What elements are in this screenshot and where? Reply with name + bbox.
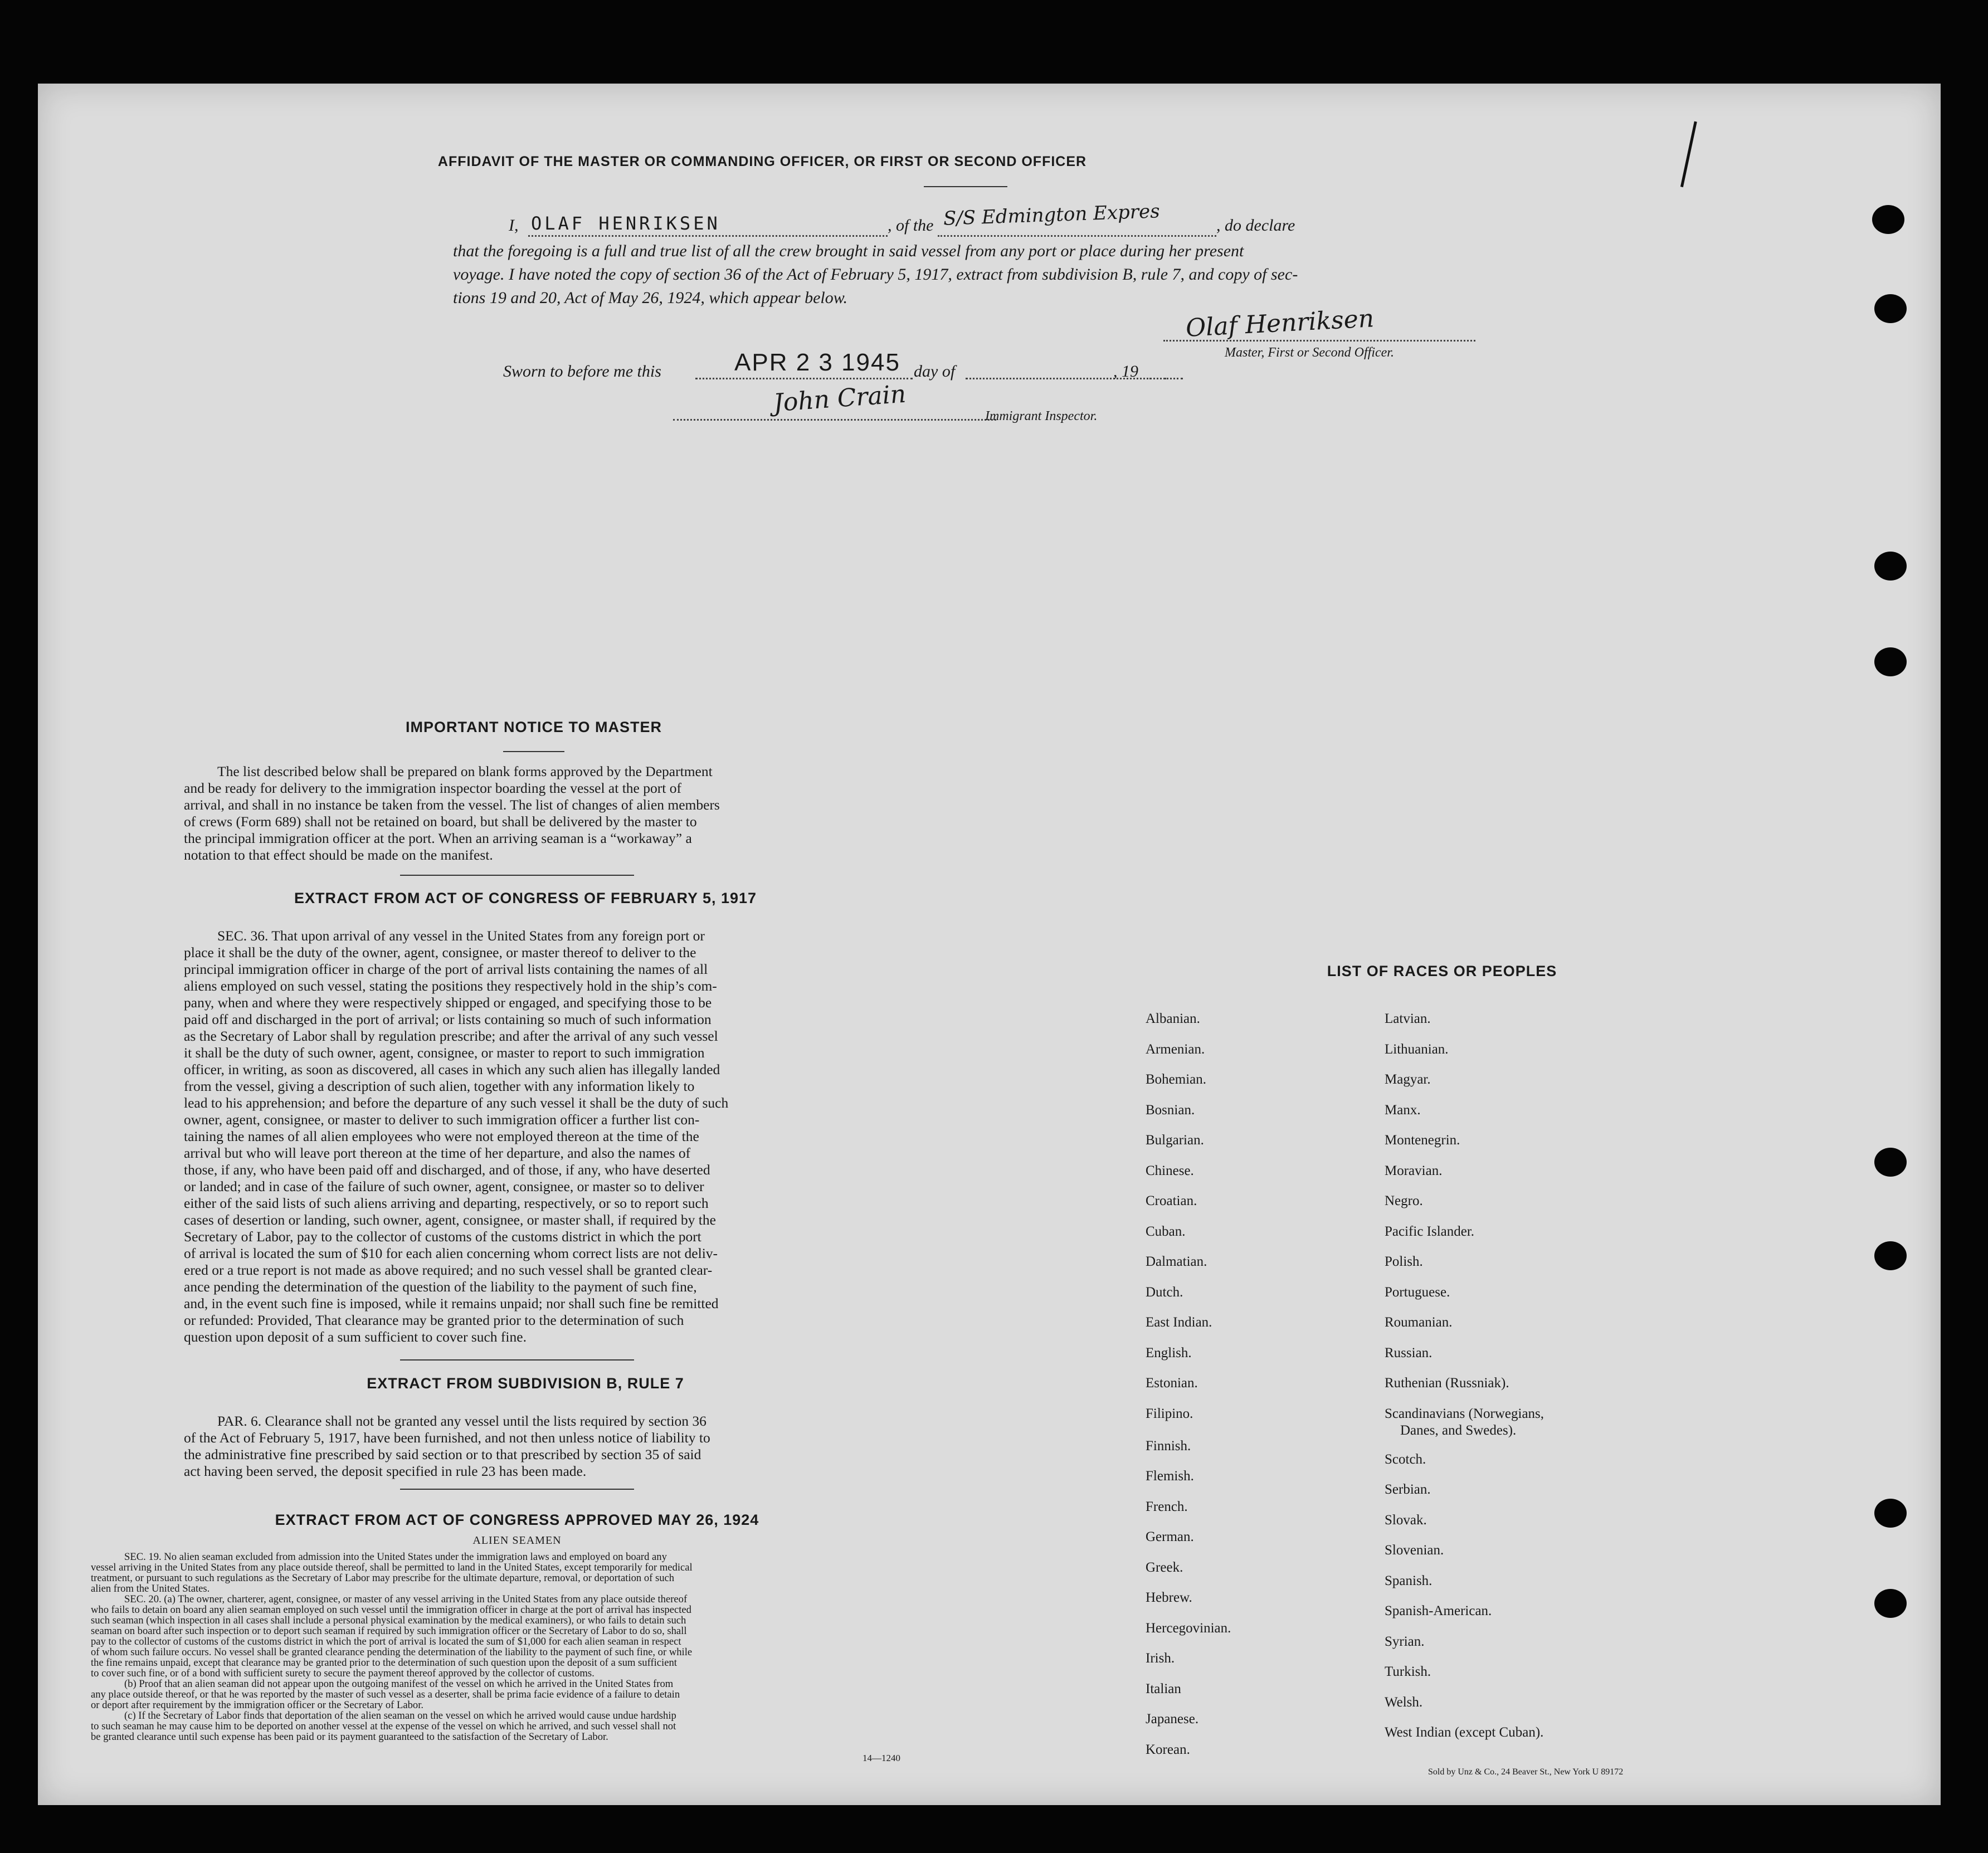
text-line: of crews (Form 689) shall not be retained on board, but shall be delivered by the master to <box>184 813 697 830</box>
extract-1924-text <box>91 1552 943 1742</box>
text-line: The list described below shall be prepared on blank forms approved by the Department <box>217 763 713 779</box>
race-item: Dalmatian. <box>1146 1254 1207 1269</box>
signature-line <box>1163 340 1475 342</box>
race-item: Portuguese. <box>1385 1284 1450 1300</box>
race-item: Slovenian. <box>1385 1543 1444 1558</box>
punch-hole <box>1874 552 1907 581</box>
race-item: Flemish. <box>1146 1469 1194 1484</box>
extract-1924-subtitle: ALIEN SEAMEN <box>472 1534 562 1547</box>
race-item: Manx. <box>1385 1102 1421 1118</box>
text-line: place it shall be the duty of the owner, agent, consignee, or master thereof to deliver to the <box>184 944 696 960</box>
race-item: Finnish. <box>1146 1438 1191 1454</box>
master-signature: Olaf Henriksen <box>1185 304 1375 343</box>
race-item: Negro. <box>1385 1193 1423 1208</box>
race-item: Serbian. <box>1385 1482 1431 1497</box>
text-line: be granted clearance until such expense has been paid or its payment guaranteed to the satisfaction of the Secretary of Labor. <box>91 1731 608 1743</box>
text-line: seaman on board after such inspection or to deport such seaman if required by such immigration officer or the Secretary of Labor to do so, shall <box>91 1625 687 1637</box>
master-name: OLAF HENRIKSEN <box>531 213 720 234</box>
notice-title: IMPORTANT NOTICE TO MASTER <box>406 719 662 735</box>
text-line: treatment, or pursuant to such regulations as the Secretary of Labor may prescribe for the ultimate departure, removal, or deportation of such <box>91 1572 675 1584</box>
text-line: SEC. 36. That upon arrival of any vessel in the United States from any foreign port or <box>217 928 705 944</box>
text-line: PAR. 6. Clearance shall not be granted any vessel until the lists required by section 36 <box>217 1413 706 1429</box>
extract-1917-text <box>184 928 863 1345</box>
race-item: Slovak. <box>1385 1512 1427 1528</box>
race-item: Roumanian. <box>1385 1315 1453 1330</box>
race-item: Chinese. <box>1146 1163 1194 1178</box>
race-item: Japanese. <box>1146 1711 1199 1727</box>
text-line: from the vessel, giving a description of such alien, together with any information likely to <box>184 1078 695 1094</box>
race-item: Filipino. <box>1146 1406 1193 1421</box>
text-line: the principal immigration officer at the port. When an arriving seaman is a “workaway” a <box>184 830 692 846</box>
race-item: Bosnian. <box>1146 1102 1195 1118</box>
race-item: Pacific Islander. <box>1385 1223 1475 1239</box>
punch-hole <box>1874 294 1907 323</box>
race-item: English. <box>1146 1345 1192 1361</box>
race-item: French. <box>1146 1499 1188 1514</box>
text-line: (b) Proof that an alien seaman did not appear upon the outgoing manifest of the vessel on which he arrived in the United States from <box>124 1678 674 1690</box>
publisher-note: Sold by Unz & Co., 24 Beaver St., New York U 89172 <box>1428 1767 1624 1777</box>
text-line: either of the said lists of such aliens arriving and departing, respectively, or so to report such <box>184 1195 709 1211</box>
date-stamp: APR 2 3 1945 <box>734 349 900 376</box>
race-item: Welsh. <box>1385 1694 1423 1710</box>
race-item: Irish. <box>1146 1651 1175 1666</box>
text-line: to cover such fine, or of a bond with sufficient surety to secure the payment thereof approved by the collector of customs. <box>91 1667 595 1679</box>
text-line: question upon deposit of a sum sufficient to cover such fine. <box>184 1329 527 1345</box>
divider <box>400 1489 634 1490</box>
text-line: of whom such failure occurs. No vessel shall be granted clearance pending the determination of the liability to the payment of such fine, or while <box>91 1646 693 1658</box>
race-item: Danes, and Swedes). <box>1400 1422 1517 1438</box>
punch-hole <box>1874 1241 1907 1270</box>
document-page <box>38 84 1941 1805</box>
race-item: Armenian. <box>1146 1041 1205 1057</box>
day-of-label: day of <box>914 362 956 381</box>
punch-hole <box>1874 647 1907 676</box>
text-line: aliens employed on such vessel, stating the positions they respectively hold in the ship’s com- <box>184 978 717 994</box>
text-line: or deport after requirement by the immigration officer or the Secretary of Labor. <box>91 1699 424 1711</box>
punch-hole <box>1874 1148 1907 1177</box>
text-line: or landed; and in case of the failure of such owner, agent, consignee, or master so to deliver <box>184 1178 704 1194</box>
race-item: West Indian (except Cuban). <box>1385 1725 1544 1740</box>
race-item: Albanian. <box>1146 1011 1200 1026</box>
notice-text <box>184 763 863 864</box>
text-line: alien from the United States. <box>91 1583 210 1594</box>
text-line: vessel arriving in the United States from any place outside thereof, shall be permitted to land in the United States, except temporarily for medical <box>91 1562 693 1573</box>
text-line: those, if any, who have been paid off and discharged, and of those, if any, who have deserted <box>184 1162 710 1178</box>
text-line: the administrative fine prescribed by said section or to that prescribed by section 35 of said <box>184 1446 701 1462</box>
divider <box>400 1359 634 1361</box>
form-number: 14—1240 <box>863 1753 900 1763</box>
ink-mark <box>1680 121 1713 191</box>
divider <box>924 186 1007 187</box>
vessel-line <box>938 235 1216 237</box>
race-item: German. <box>1146 1529 1194 1544</box>
year-line <box>1149 378 1183 379</box>
inspector-line <box>673 419 996 421</box>
race-item: Greek. <box>1146 1559 1183 1575</box>
text-line: officer, in writing, as soon as discovered, all cases in which any such alien has illegally landed <box>184 1061 720 1077</box>
text-line: notation to that effect should be made on the manifest. <box>184 847 493 863</box>
text-line: any place outside thereof, or that he was reported by the master of such vessel as a deserter, shall be prima facie evidence of a failure to detain <box>91 1689 680 1700</box>
race-item: East Indian. <box>1146 1315 1212 1330</box>
race-item: Russian. <box>1385 1345 1432 1361</box>
i-label: I, <box>509 216 519 235</box>
race-item: Spanish. <box>1385 1573 1432 1588</box>
inspector-caption: Immigrant Inspector. <box>985 409 1098 423</box>
text-line: taining the names of all alien employees who were not employed thereon at the time of the <box>184 1128 699 1144</box>
text-line: the fine remains unpaid, except that clearance may be granted prior to the determination of such question upon the deposit of a sum sufficient <box>91 1657 677 1669</box>
text-line: who fails to detain on board any alien seaman employed on such vessel until the immigration officer in charge at the port of arrival has inspected <box>91 1604 691 1616</box>
declaration-line-2: that the foregoing is a full and true list of all the crew brought in said vessel from any port or place during her present <box>453 242 1244 260</box>
text-line: SEC. 20. (a) The owner, charterer, agent, consignee, or master of any vessel arriving in the United States from any place outside thereof <box>124 1593 688 1605</box>
text-line: such seaman (which inspection in all cases shall include a personal physical examination by the medical examiners), or who fails to detain such <box>91 1615 686 1626</box>
text-line: ance pending the determination of the question of the liability to the payment of such fine, <box>184 1279 697 1295</box>
text-line: arrival, and shall in no instance be taken from the vessel. The list of changes of alien members <box>184 797 720 813</box>
text-line: owner, agent, consignee, or master to deliver to such immigration officer a further list con- <box>184 1111 700 1128</box>
race-item: Croatian. <box>1146 1193 1197 1208</box>
race-item: Dutch. <box>1146 1284 1183 1300</box>
race-item: Turkish. <box>1385 1664 1431 1679</box>
race-item: Hebrew. <box>1146 1590 1192 1605</box>
race-item: Montenegrin. <box>1385 1133 1460 1148</box>
name-line <box>528 235 888 237</box>
race-item: Estonian. <box>1146 1376 1198 1391</box>
race-item: Moravian. <box>1385 1163 1443 1178</box>
races-title: LIST OF RACES OR PEOPLES <box>1327 963 1557 979</box>
vessel-name: S/S Edmington Expres <box>943 200 1161 230</box>
race-item: Cuban. <box>1146 1223 1186 1239</box>
race-item: Polish. <box>1385 1254 1423 1269</box>
race-item: Ruthenian (Russniak). <box>1385 1376 1509 1391</box>
rule7-title: EXTRACT FROM SUBDIVISION B, RULE 7 <box>367 1375 684 1392</box>
date-line <box>695 378 913 379</box>
race-item: Bohemian. <box>1146 1072 1207 1087</box>
text-line: ered or a true report is not made as above required; and no such vessel shall be granted clear- <box>184 1262 713 1278</box>
sworn-label: Sworn to before me this <box>503 362 661 381</box>
text-line: pay to the collector of customs of the customs district in which the port of arrival is located the sum of $1,000 for each alien seaman in respect <box>91 1636 681 1647</box>
inspector-signature: John Crain <box>772 379 907 418</box>
punch-hole <box>1874 1589 1907 1618</box>
do-declare: , do declare <box>1216 216 1295 235</box>
text-line: and be ready for delivery to the immigration inspector boarding the vessel at the port of <box>184 780 681 796</box>
text-line: of the Act of February 5, 1917, have been furnished, and not then unless notice of liability to <box>184 1430 710 1446</box>
declaration-line-3: voyage. I have noted the copy of section 36 of the Act of February 5, 1917, extract from subdivision B, rule 7, and copy of sec- <box>453 265 1298 284</box>
divider <box>503 751 564 752</box>
of-the-label: , of the <box>888 216 934 235</box>
divider <box>400 875 634 876</box>
text-line: as the Secretary of Labor shall by regulation prescribe; and after the arrival of any such vessel <box>184 1028 718 1044</box>
text-line: principal immigration officer in charge of the port of arrival lists containing the names of all <box>184 961 708 977</box>
text-line: (c) If the Secretary of Labor finds that deportation of the alien seaman on the vessel on which he arrived would cause undue hardship <box>124 1710 676 1722</box>
text-line: to such seaman he may cause him to be deported on another vessel at the expense of the vessel on which he arrived, and such vessel shall not <box>91 1720 676 1732</box>
text-line: it shall be the duty of such owner, agent, consignee, or master to report to such immigration <box>184 1045 705 1061</box>
text-line: of arrival is located the sum of $10 for each alien concerning whom correct lists are not deliv- <box>184 1245 718 1261</box>
text-line: cases of desertion or landing, such owner, agent, consignee, or master shall, if required by the <box>184 1212 716 1228</box>
declaration-block <box>453 200 1567 312</box>
text-line: SEC. 19. No alien seaman excluded from admission into the United States under the immigration laws and employed on board any <box>124 1551 667 1563</box>
year-label: , 19 <box>1113 362 1138 381</box>
text-line: pany, when and where they were respectively shipped or engaged, and specifying those to be <box>184 994 712 1011</box>
race-item: Scandinavians (Norwegians, <box>1385 1406 1544 1421</box>
punch-hole <box>1874 1499 1907 1528</box>
declaration-line-4: tions 19 and 20, Act of May 26, 1924, which appear below. <box>453 289 848 307</box>
race-item: Latvian. <box>1385 1011 1431 1026</box>
text-line: or refunded: Provided, That clearance may be granted prior to the determination of such <box>184 1312 684 1328</box>
race-item: Korean. <box>1146 1742 1190 1757</box>
race-item: Spanish-American. <box>1385 1603 1492 1618</box>
text-line: and, in the event such fine is imposed, while it remains unpaid; nor shall such fine be remitted <box>184 1295 719 1311</box>
text-line: Secretary of Labor, pay to the collector of customs of the customs district in which the port <box>184 1228 701 1245</box>
text-line: act having been served, the deposit specified in rule 23 has been made. <box>184 1463 587 1479</box>
punch-hole <box>1872 205 1904 234</box>
text-line: lead to his apprehension; and before the departure of any such vessel it shall be the duty of such <box>184 1095 729 1111</box>
race-item: Scotch. <box>1385 1451 1426 1467</box>
race-item: Magyar. <box>1385 1072 1431 1087</box>
rule7-text <box>184 1413 863 1480</box>
race-item: Hercegovinian. <box>1146 1620 1231 1636</box>
signature-caption: Master, First or Second Officer. <box>1225 345 1394 360</box>
extract-1917-title: EXTRACT FROM ACT OF CONGRESS OF FEBRUARY 5, 1917 <box>294 890 757 906</box>
affidavit-title: AFFIDAVIT OF THE MASTER OR COMMANDING OFFICER, OR FIRST OR SECOND OFFICER <box>437 154 1087 169</box>
text-line: paid off and discharged in the port of arrival; or lists containing so much of such information <box>184 1011 712 1027</box>
race-item: Bulgarian. <box>1146 1133 1204 1148</box>
race-item: Lithuanian. <box>1385 1041 1449 1057</box>
race-item: Italian <box>1146 1681 1181 1696</box>
race-item: Syrian. <box>1385 1633 1425 1649</box>
extract-1924-title: EXTRACT FROM ACT OF CONGRESS APPROVED MAY 26, 1924 <box>275 1511 759 1528</box>
text-line: arrival but who will leave port thereon at the time of her departure, and also the names of <box>184 1145 691 1161</box>
